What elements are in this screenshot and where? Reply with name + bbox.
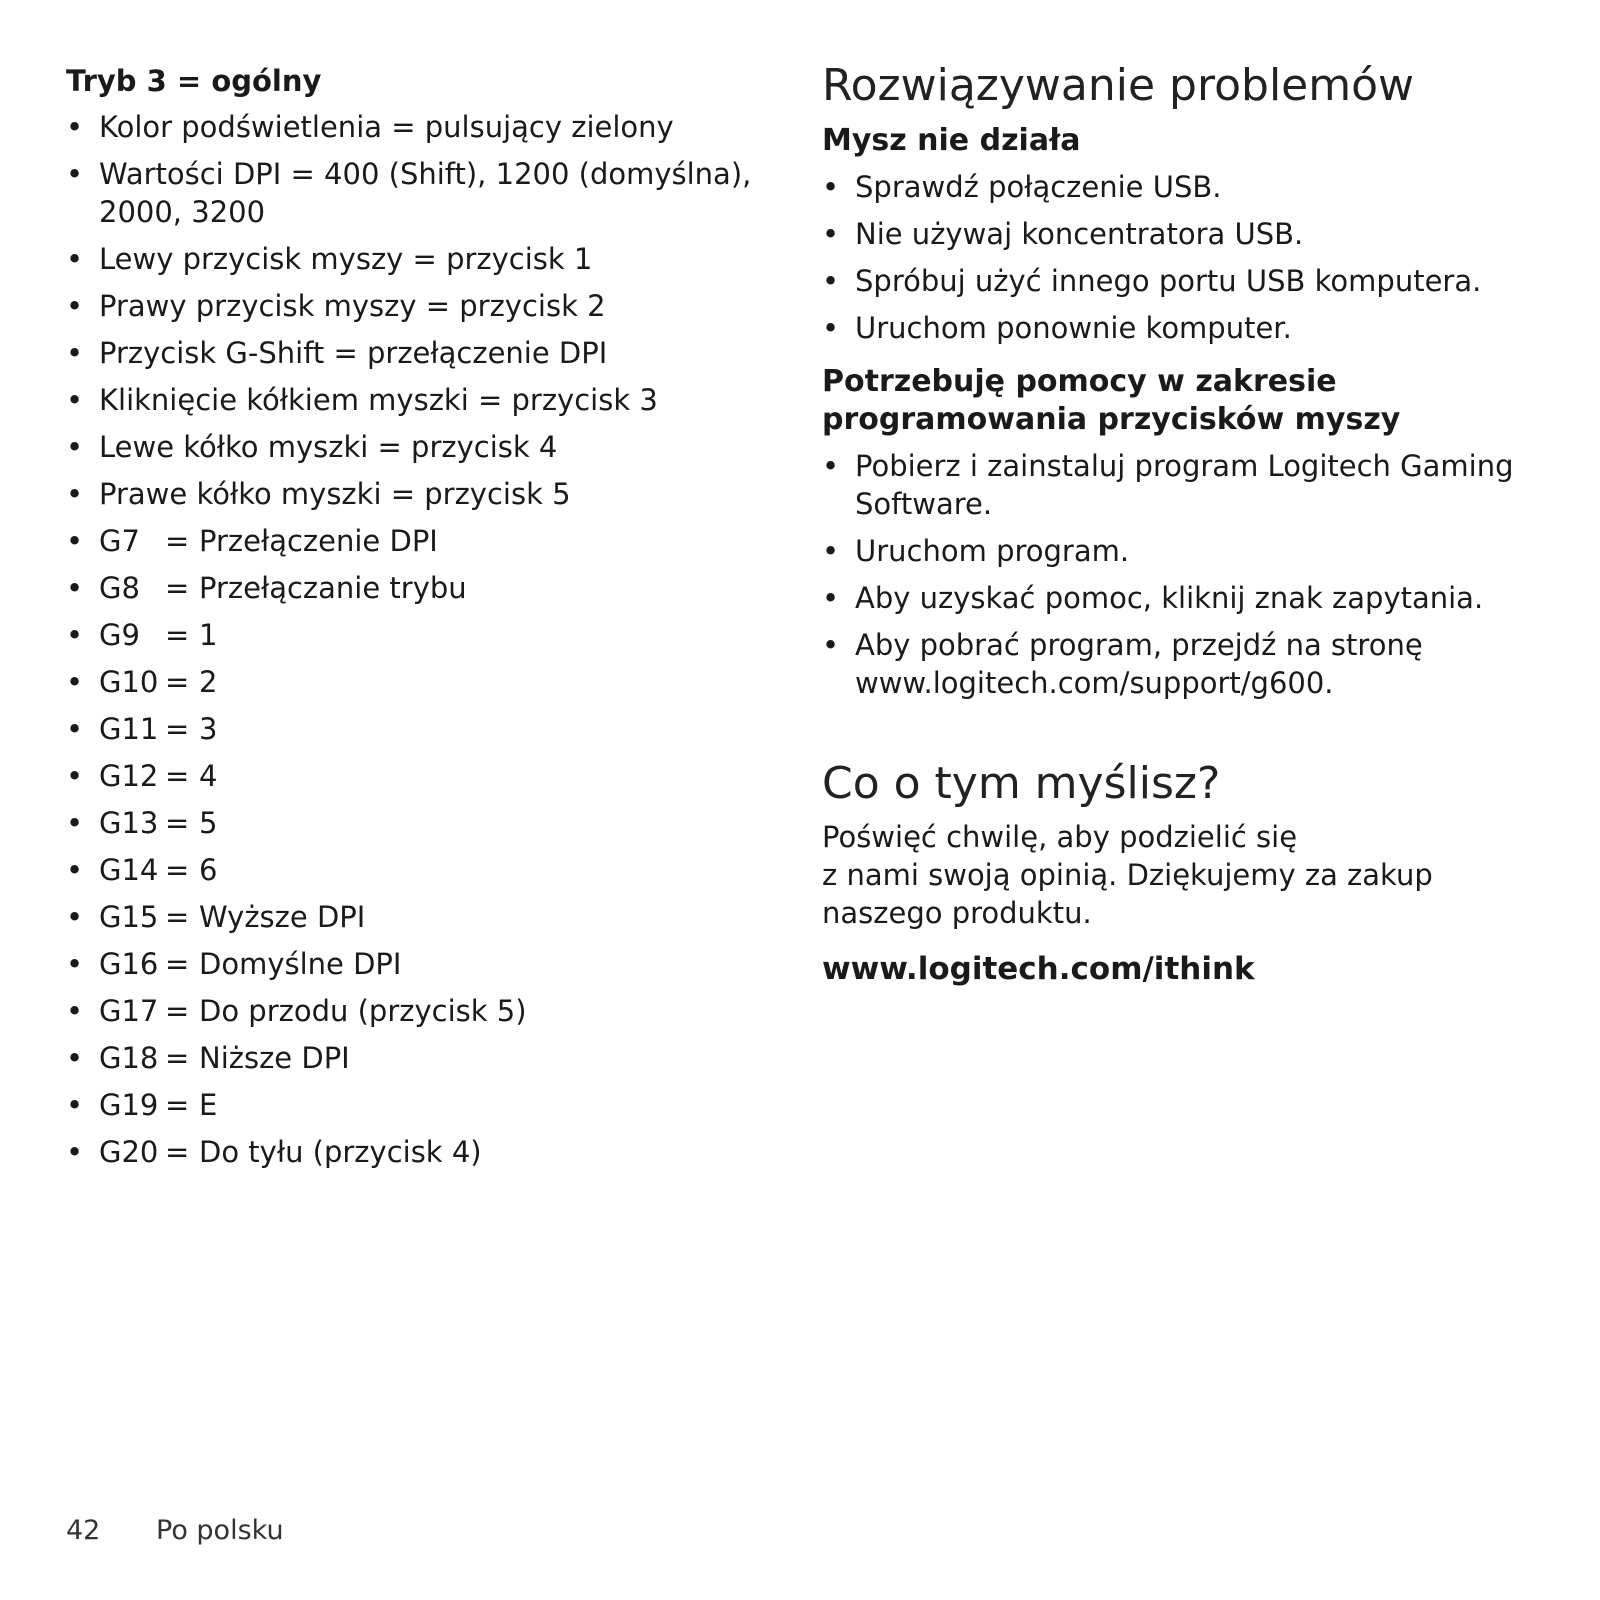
list-item: • Aby pobrać program, przejdź na stronę www.logitech.com/support/g600. <box>822 628 1423 700</box>
gkey-item: • G17 = Do przodu (przycisk 5) <box>66 994 527 1028</box>
list-item: • Spróbuj użyć innego portu USB komputera. <box>822 264 1482 298</box>
gkey-value: Wyższe DPI <box>199 900 366 934</box>
list-item: • Przycisk G-Shift = przełączenie DPI <box>66 336 608 370</box>
list-item: • Pobierz i zainstaluj program Logitech Gaming Software. <box>822 449 1514 521</box>
list-item: • Lewe kółko myszki = przycisk 4 <box>66 430 558 464</box>
bullet: • <box>66 947 84 981</box>
bullet: • <box>66 524 84 558</box>
bullet: • <box>66 110 84 144</box>
gkey-label: G12 <box>99 759 159 793</box>
gkey-value: 1 <box>199 618 218 652</box>
mouse-not-working-list <box>822 168 1562 347</box>
gkey-value: Przełączanie trybu <box>199 571 467 605</box>
bullet: • <box>822 449 840 483</box>
bullet: • <box>66 994 84 1028</box>
gkey-item: • G18 = Niższe DPI <box>66 1041 350 1075</box>
feedback-url-link[interactable]: www.logitech.com/ithink <box>822 951 1255 987</box>
gkey-value: Do przodu (przycisk 5) <box>199 994 527 1028</box>
gkey-value: 5 <box>199 806 218 840</box>
gkey-item: • G13 = 5 <box>66 806 218 840</box>
page-footer <box>66 1515 284 1547</box>
mode-3-list <box>66 108 766 1171</box>
gkey-value: 2 <box>199 665 218 699</box>
bullet: • <box>66 157 84 191</box>
gkey-value: 4 <box>199 759 218 793</box>
bullet: • <box>66 383 84 417</box>
right-column <box>822 0 1562 988</box>
gkey-label: G7 <box>99 524 140 558</box>
gkey-label: G13 <box>99 806 159 840</box>
list-item: • Nie używaj koncentratora USB. <box>822 217 1304 251</box>
feedback-text: Poświęć chwilę, aby podzielić się z nami swoją opinią. Dziękujemy za zakup naszego produktu. <box>822 820 1433 930</box>
list-item: • Prawe kółko myszki = przycisk 5 <box>66 477 571 511</box>
bullet: • <box>66 1041 84 1075</box>
left-column <box>66 0 766 1180</box>
gkey-item: • G19 = E <box>66 1088 218 1122</box>
list-item: • Uruchom ponownie komputer. <box>822 311 1292 345</box>
bullet: • <box>822 628 840 662</box>
list-item: • Aby uzyskać pomoc, kliknij znak zapytania. <box>822 581 1484 615</box>
gkey-value: E <box>199 1088 218 1122</box>
page-number: 42 <box>66 1515 101 1546</box>
troubleshooting-title: Rozwiązywanie problemów <box>822 60 1415 111</box>
feedback-title: Co o tym myślisz? <box>822 758 1221 809</box>
gkey-item: • G20 = Do tyłu (przycisk 4) <box>66 1135 482 1169</box>
list-item: • Kliknięcie kółkiem myszki = przycisk 3 <box>66 383 658 417</box>
gkey-item: • G16 = Domyślne DPI <box>66 947 402 981</box>
bullet: • <box>66 853 84 887</box>
gkey-label: G14 <box>99 853 159 887</box>
bullet: • <box>66 477 84 511</box>
gkey-value: Do tyłu (przycisk 4) <box>199 1135 482 1169</box>
bullet: • <box>66 712 84 746</box>
bullet: • <box>66 430 84 464</box>
gkey-label: G8 <box>99 571 140 605</box>
bullet: • <box>66 806 84 840</box>
bullet: • <box>66 571 84 605</box>
programming-help-list <box>822 447 1562 702</box>
bullet: • <box>822 264 840 298</box>
bullet: • <box>822 170 840 204</box>
gkey-item: • G11 = 3 <box>66 712 218 746</box>
gkey-value: 3 <box>199 712 218 746</box>
bullet: • <box>822 581 840 615</box>
gkey-value: Niższe DPI <box>199 1041 350 1075</box>
gkey-label: G18 <box>99 1041 159 1075</box>
gkey-label: G15 <box>99 900 159 934</box>
list-item: • Sprawdź połączenie USB. <box>822 170 1222 204</box>
bullet: • <box>66 1135 84 1169</box>
gkey-label: G9 <box>99 618 140 652</box>
list-item: • Wartości DPI = 400 (Shift), 1200 (domyślna), 2000, 3200 <box>66 157 752 229</box>
gkey-item: • G14 = 6 <box>66 853 218 887</box>
list-item: • Lewy przycisk myszy = przycisk 1 <box>66 242 593 276</box>
bullet: • <box>66 336 84 370</box>
gkey-label: G10 <box>99 665 159 699</box>
bullet: • <box>66 618 84 652</box>
mouse-not-working-heading: Mysz nie działa <box>822 123 1081 158</box>
list-item: • Kolor podświetlenia = pulsujący zielony <box>66 110 674 144</box>
gkey-value: Domyślne DPI <box>199 947 402 981</box>
gkey-label: G20 <box>99 1135 159 1169</box>
bullet: • <box>822 534 840 568</box>
gkey-item: • G12 = 4 <box>66 759 218 793</box>
list-item: • Uruchom program. <box>822 534 1130 568</box>
gkey-value: 6 <box>199 853 218 887</box>
bullet: • <box>66 900 84 934</box>
gkey-item: • G10 = 2 <box>66 665 218 699</box>
bullet: • <box>66 242 84 276</box>
bullet: • <box>822 311 840 345</box>
bullet: • <box>822 217 840 251</box>
mode-3-heading: Tryb 3 = ogólny <box>66 64 322 98</box>
gkey-item: • G15 = Wyższe DPI <box>66 900 366 934</box>
list-item: • Prawy przycisk myszy = przycisk 2 <box>66 289 606 323</box>
programming-help-heading: Potrzebuję pomocy w zakresie programowania przycisków myszy <box>822 364 1401 437</box>
gkey-item: • G8 = Przełączanie trybu <box>66 571 467 605</box>
bullet: • <box>66 289 84 323</box>
gkey-label: G17 <box>99 994 159 1028</box>
gkey-item: • G9 = 1 <box>66 618 218 652</box>
bullet: • <box>66 759 84 793</box>
bullet: • <box>66 1088 84 1122</box>
gkey-label: G11 <box>99 712 159 746</box>
gkey-label: G16 <box>99 947 159 981</box>
gkey-label: G19 <box>99 1088 159 1122</box>
footer-language: Po polsku <box>156 1515 284 1546</box>
gkey-value: Przełączenie DPI <box>199 524 438 558</box>
bullet: • <box>66 665 84 699</box>
gkey-item: • G7 = Przełączenie DPI <box>66 524 438 558</box>
